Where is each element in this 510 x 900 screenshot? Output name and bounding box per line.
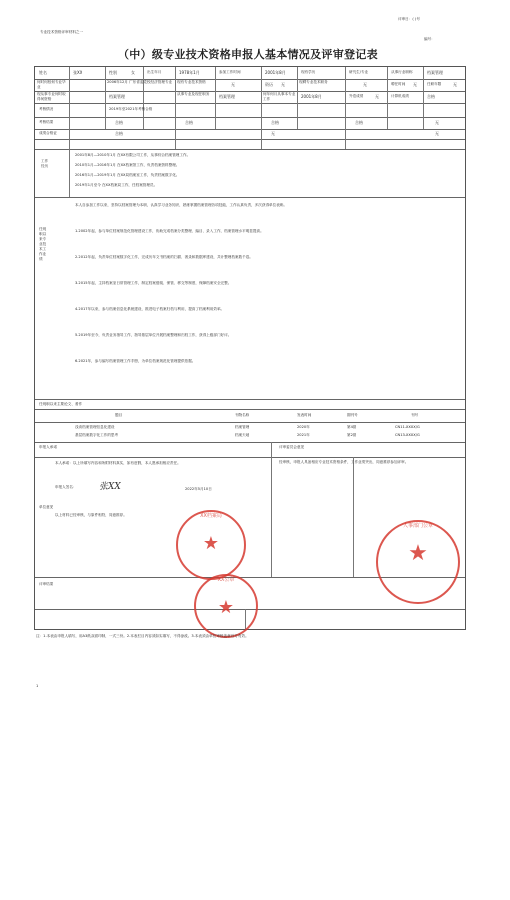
performance-label: 任现职以来专业技术工作业绩 bbox=[39, 227, 47, 261]
page-title: （中）级专业技术资格申报人基本情况及评审登记表 bbox=[118, 48, 378, 61]
star-icon: ★ bbox=[202, 533, 220, 554]
seniority-label: 资历 bbox=[265, 82, 273, 87]
applicant-sign-label: 申报人签名： bbox=[55, 485, 77, 489]
experience-label: 工作经历 bbox=[41, 159, 49, 168]
post-time-value: 无 bbox=[413, 82, 417, 87]
footer-notes: 注：1.本表由申报人填写，用A3纸双面印制，一式三份。2.本表栏目内容须如实填写，不得涂改。3.本表须由单位审核盖章后方有效。 bbox=[36, 634, 249, 638]
performance-paragraph-5: 4.2017年以来，参与档案信息化系统建设，推进电子档案归档与利用，提高了档案利用效率。 bbox=[75, 307, 225, 311]
certificate-value-3: 无 bbox=[435, 131, 439, 136]
name-value: 张XX bbox=[73, 70, 83, 75]
performance-paragraph-3: 2.2012年起，负责单位档案数字化工作，完成历年文书档案的扫描、著录和数据库建设，共计整理档案数千卷。 bbox=[75, 255, 253, 259]
current-title-label: 现有专业技术资格 bbox=[177, 80, 206, 84]
performance-paragraph-6: 5.2019年至今，负责业务指导工作，指导基层单位开展档案整理和归档工作，获得上级部门好评。 bbox=[75, 333, 232, 337]
certificate-label: 成绩合格证 bbox=[39, 131, 57, 135]
series-value: 档案管理 bbox=[427, 70, 443, 75]
unit-label: 现从事专业何时取得何资格 bbox=[37, 92, 66, 101]
birth-label: 出生年月 bbox=[147, 70, 162, 74]
current-title-value: 无 bbox=[231, 82, 235, 87]
star-icon: ★ bbox=[217, 597, 235, 618]
performance-paragraph-4: 3.2015年起，主持档案室日常管理工作，制定档案借阅、保管、移交等制度，保障档案安全完整。 bbox=[75, 281, 232, 285]
years-value: 2001年8月 bbox=[301, 94, 322, 99]
name-label: 姓名 bbox=[39, 70, 47, 75]
document-code: 专业技术资格评审材料之一 bbox=[40, 30, 84, 34]
series-label: 从事行业职称 bbox=[391, 70, 413, 74]
assess-value: 2019年至2021年考核合格 bbox=[109, 107, 153, 111]
foreign-lang-label: 外语成绩 bbox=[349, 94, 364, 98]
exam-result-label: 考核结果 bbox=[39, 120, 54, 124]
experience-line-1: 2001年8月—2010年1月 在XX有限公司工作，从事综合档案管理工作。 bbox=[75, 153, 191, 157]
term-value: 无 bbox=[453, 82, 457, 87]
certificate-value-1: 合格 bbox=[115, 131, 123, 136]
performance-paragraph-2: 1.2002年起，参与单位档案规范化管理建设工作，协助完成档案分类整理、编目、录入工作，档案管理水平明显提高。 bbox=[75, 229, 264, 233]
unit-opinion-text: 以上材料已经审核，与原件相符，同意推荐。 bbox=[55, 513, 127, 517]
unit-opinion-label: 单位意见 bbox=[39, 505, 54, 509]
gender-label: 性别 bbox=[109, 70, 117, 75]
paper-row-1-issue: 第4期 bbox=[347, 425, 357, 429]
applicant-date: 2022年5月10日 bbox=[185, 487, 212, 491]
page-number: 1 bbox=[36, 684, 39, 688]
paper-row-2-code: CN13-XXXX/G bbox=[395, 433, 420, 437]
applicant-commit-text: 本人承诺：以上所填写内容和所附材料真实，如有虚假，本人愿承担相应责任。 bbox=[55, 461, 181, 465]
papers-header-title: 题目 bbox=[115, 413, 123, 417]
paper-row-1-journal: 档案管理 bbox=[235, 425, 250, 429]
experience-line-3: 2016年1月—2019年1月 在XX局档案室工作，负责档案数字化。 bbox=[75, 173, 180, 177]
tech-post-label: 现聘专业技术职务 bbox=[299, 80, 328, 84]
workstart-value: 2001年8月 bbox=[265, 70, 286, 75]
paper-row-1-title: 浅谈档案管理信息化建设 bbox=[75, 425, 115, 429]
computer-value: 合格 bbox=[427, 94, 435, 99]
exam-result-1: 合格 bbox=[115, 120, 123, 125]
experience-line-4: 2019年1月至今 在XX档案局工作，任档案管理员。 bbox=[75, 183, 158, 187]
star-icon: ★ bbox=[408, 541, 428, 566]
performance-paragraph-7: 6.2021年，参与编写档案管理工作手册，为单位档案规范化管理提供依据。 bbox=[75, 359, 196, 363]
review-result-label: 评审结果 bbox=[39, 582, 54, 586]
review-date-label: 评审日：( )号 bbox=[398, 17, 420, 21]
paper-row-1-code: CN11-XXXX/G bbox=[395, 425, 420, 429]
papers-label: 任现职以来主要论文、著作 bbox=[39, 402, 83, 406]
education-value: 研究生/专业 bbox=[349, 70, 369, 74]
job-label: 从事专业及现任职务 bbox=[177, 92, 210, 96]
evaluation-label: 评审委员会意见 bbox=[279, 445, 305, 449]
foreign-lang-value: 无 bbox=[375, 94, 379, 99]
paper-row-2-journal: 档案天地 bbox=[235, 433, 250, 437]
workstart-label: 参加工作时间 bbox=[219, 70, 241, 74]
papers-header-journal: 刊物名称 bbox=[235, 413, 250, 417]
performance-paragraph-1: 本人自参加工作以来，坚持以档案管理为本职，认真学习业务知识，熟练掌握档案管理各项技能，工作认真负责，多次获得单位表彰。 bbox=[75, 203, 288, 207]
applicant-commit-label: 申报人承诺 bbox=[39, 445, 57, 449]
unit-value: 档案管理 bbox=[109, 94, 125, 99]
school-value: 2006年12月 广东省委党校经济管理专业 bbox=[107, 80, 173, 84]
job-value: 档案管理 bbox=[219, 94, 235, 99]
term-label: 任职年限 bbox=[427, 82, 442, 86]
exam-result-4: 合格 bbox=[355, 120, 363, 125]
paper-row-1-date: 2020年 bbox=[297, 425, 310, 429]
exam-result-3: 合格 bbox=[271, 120, 279, 125]
applicant-signature: 张XX bbox=[99, 482, 121, 492]
certificate-value-2: 无 bbox=[271, 131, 275, 136]
papers-header-date: 发表时间 bbox=[297, 413, 312, 417]
assess-label: 考核情况 bbox=[39, 107, 54, 111]
computer-label: 计算机成绩 bbox=[391, 94, 409, 98]
exam-result-2: 合格 bbox=[185, 120, 193, 125]
department-seal-stamp: 人事部门公章 ★ bbox=[376, 520, 460, 604]
gender-value: 女 bbox=[131, 70, 135, 75]
papers-header-issue: 期刊号 bbox=[347, 413, 358, 417]
school-label: 何时何校何专业毕业 bbox=[37, 80, 66, 89]
post-time-label: 聘任时间 bbox=[391, 82, 406, 86]
tech-post-value: 无 bbox=[363, 82, 367, 87]
paper-row-2-date: 2021年 bbox=[297, 433, 310, 437]
experience-line-2: 2010年1月—2016年1月 在XX档案馆工作，负责档案资料整理。 bbox=[75, 163, 180, 167]
evaluation-text: 经审核，申报人具备相应专业技术资格条件，工作业绩突出，同意推荐参加评审。 bbox=[279, 460, 409, 464]
years-label: 何年何月从事本专业工作 bbox=[263, 92, 296, 101]
birth-value: 1978年1月 bbox=[179, 70, 200, 75]
papers-header-code: 刊号 bbox=[411, 413, 419, 417]
unit-seal-stamp: XX档案局 ★ bbox=[176, 510, 246, 580]
paper-row-2-issue: 第2期 bbox=[347, 433, 357, 437]
secondary-seal-stamp: XX公章 ★ bbox=[194, 574, 258, 638]
number-label: 编号： bbox=[424, 37, 435, 41]
education-label: 现有学历 bbox=[301, 70, 316, 74]
seniority-value: 无 bbox=[281, 82, 285, 87]
exam-result-5: 无 bbox=[435, 120, 439, 125]
paper-row-2-title: 基层档案数字化工作的思考 bbox=[75, 433, 119, 437]
